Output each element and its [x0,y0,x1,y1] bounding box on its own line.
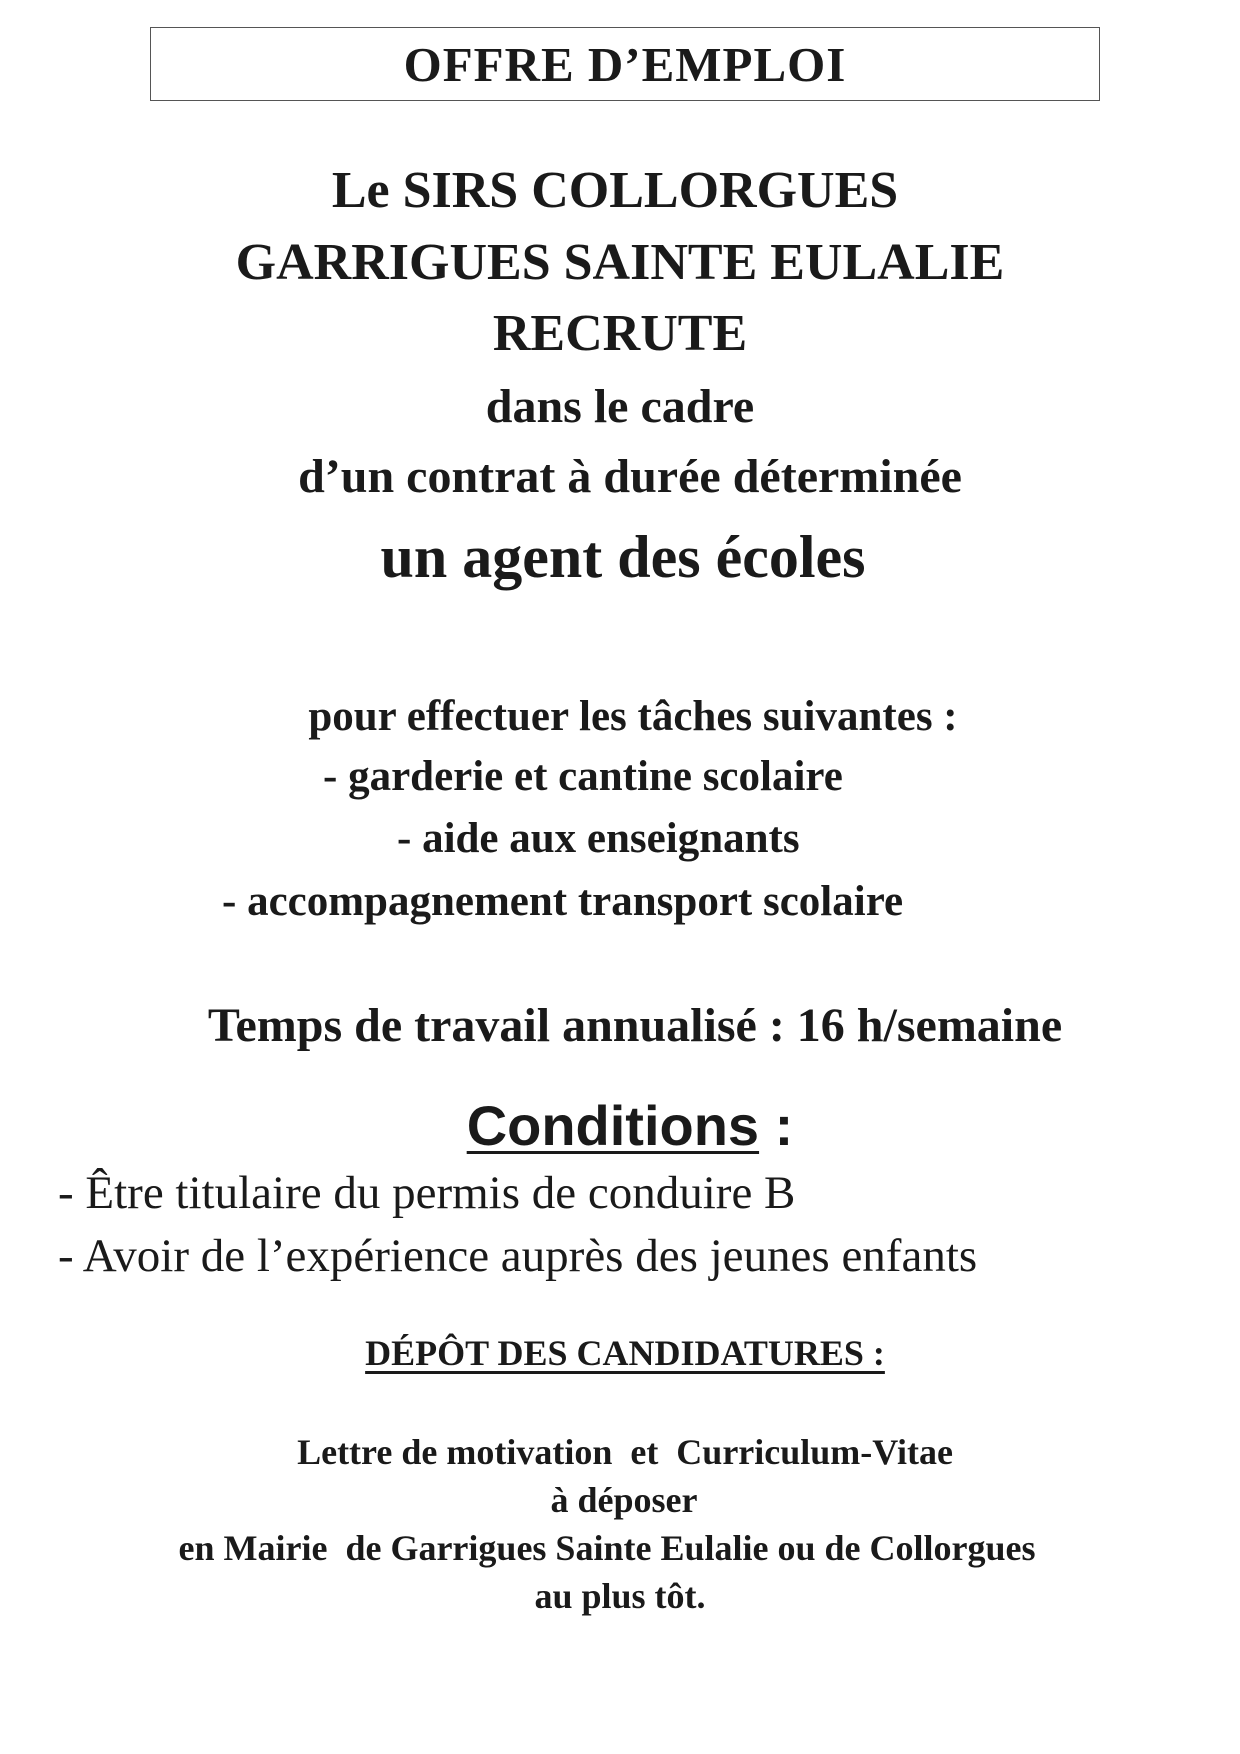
recruits-line: RECRUTE [492,305,748,362]
contract-type-line: d’un contrat à durée déterminée [298,450,962,503]
offer-title: OFFRE D’EMPLOI [403,36,847,92]
position-title: un agent des écoles [380,524,866,590]
application-line-1: Lettre de motivation et Curriculum-Vitae [297,1432,953,1472]
offer-title-box [150,27,1100,101]
conditions-heading: Conditions [466,1094,760,1157]
application-heading [5,1335,1240,1371]
task-item: - garderie et cantine scolaire [323,753,843,800]
condition-item: - Être titulaire du permis de conduire B [58,1167,796,1219]
task-item: - aide aux enseignants [397,815,800,862]
work-time: Temps de travail annualisé : 16 h/semaine [207,999,1063,1052]
application-line-4: au plus tôt. [534,1576,706,1616]
task-item: - accompagnement transport scolaire [222,878,904,925]
conditions-heading-colon: : [759,1094,794,1157]
application-heading-text: DÉPÔT DES CANDIDATURES : [365,1333,885,1373]
tasks-heading: pour effectuer les tâches suivantes : [308,693,958,740]
application-line-3: en Mairie de Garrigues Sainte Eulalie ou de Collorgues [178,1528,1036,1568]
recruiter-line-2: GARRIGUES SAINTE EULALIE [235,234,1005,291]
conditions-heading-row [10,1094,1240,1157]
contract-frame-line: dans le cadre [485,380,755,433]
condition-item: - Avoir de l’expérience auprès des jeunes enfants [58,1230,978,1282]
application-line-2: à déposer [550,1480,698,1520]
recruiter-line-1: Le SIRS COLLORGUES [331,162,899,219]
